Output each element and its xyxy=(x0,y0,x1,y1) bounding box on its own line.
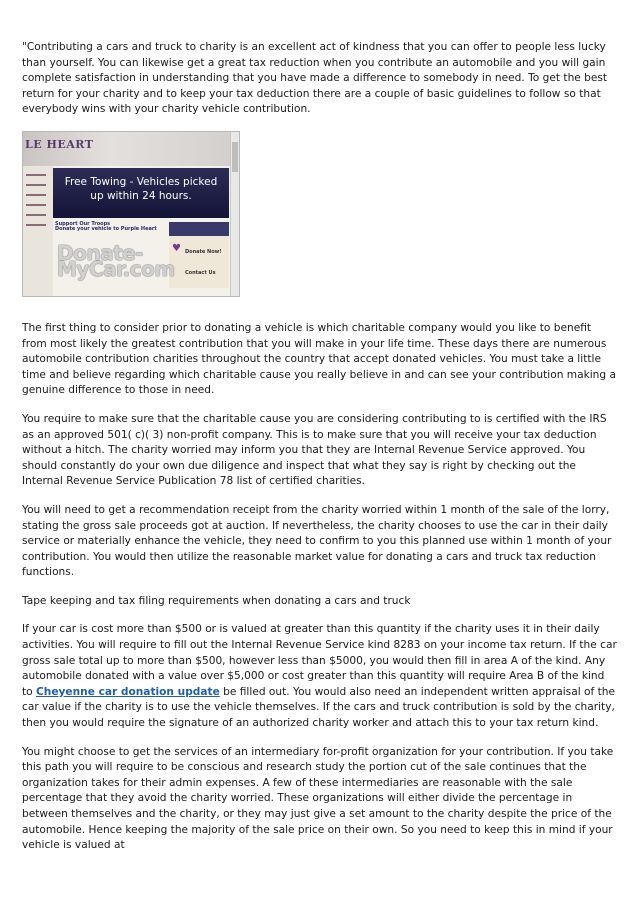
paragraph-irs-certified: You require to make sure that the charitable cause you are considering contributing to is certified with the IRS as an approved 501( c)( 3) non-profit company. This is to make sure that you will receive your tax deduction without a hitch. The charity worried may inform you that they are Internal Revenue Service approved. You should constantly do your own due diligence and inspect that what they say is right by checking out the Internal Revenue Service Publication 78 list of certified charities. xyxy=(22,412,607,488)
cheyenne-car-donation-link[interactable]: Cheyenne car donation update xyxy=(36,685,220,698)
paragraph-receipt: You will need to get a recommendation receipt from the charity worried within 1 month of the sale of the lorry, stating the gross sale proceeds got at auction. If nevertheless, the charity chooses to use the car in their daily service or materially enhance the vehicle, they need to confirm to you this planned use within 1 month of your contribution. You would then utilize the reasonable market value for donating a cars and truck tax reduction functions. xyxy=(22,503,612,579)
donate-now-label: Donate Now! xyxy=(185,248,222,255)
panel-header xyxy=(169,222,229,236)
text-before-link: If your car is cost more than $500 or is valued at greater than this quantity if the charity uses it in their daily activities. You will require to fill out the Internal Revenue Service kind 8283 on your income tax return. If the car gross sale total up to more than $500, however less than $5000, you would then fill in area A of the kind. Any automobile donated with a value over $5,000 or cost greater than this quantity will require Area B of the kind to xyxy=(22,623,617,698)
paragraph-intro: "Contributing a cars and truck to charity is an excellent act of kindness that you can offer to people less lucky than yourself. You can likewise get a great tax reduction when you contribute an automobile and you will gain complete satisfaction in understanding that you have made a difference to somebody in need. To get the best return for your charity and to keep your tax deduction there are a couple of basic guidelines to follow so that everybody wins with your charity vehicle contribution. xyxy=(22,41,608,116)
paragraph-tax-forms xyxy=(22,622,618,731)
support-subtitle: Donate your vehicle to Purple Heart xyxy=(55,225,157,232)
paragraph-subheading: Tape keeping and tax filing requirements when donating a cars and truck xyxy=(22,594,411,607)
contact-us-label: Contact Us xyxy=(185,269,216,276)
tow-line-2: up within 24 hours. xyxy=(90,189,192,202)
paragraph-choose-charity: The first thing to consider prior to donating a vehicle is which charitable company would you like to benefit from most likely the greatest contribution that you will make in your life time. These days there are numerous automobile contribution charities throughout the country that accept donated vehicles. You must take a little time and believe regarding which charitable cause you really believe in and can see your contribution making a genuine difference to those in need. xyxy=(22,321,616,397)
article xyxy=(22,40,618,867)
screenshot-towing-banner xyxy=(53,168,229,218)
heart-icon: ♥ xyxy=(172,242,181,254)
screenshot-brand: LE HEART xyxy=(25,137,94,151)
paragraph-intermediary: You might choose to get the services of an intermediary for-profit organization for your contribution. If you take this path you will require to be conscious and research study the portion cut of the sale continues that the organization takes for their admin expenses. A few of these intermediaries are reasonable with the sale percentage that they avoid the charity worried. These organizations will either divide the percentage in between themselves and the charity, or they may just give a set amount to the charity despite the price of the automobile. Hence keeping the majority of the sale price on their own. So you need to keep this in mind if your vehicle is valued at xyxy=(22,745,614,852)
tow-line-1: Free Towing - Vehicles picked xyxy=(64,175,218,188)
embedded-website-screenshot xyxy=(22,131,240,297)
screenshot-sidebar xyxy=(23,166,53,296)
watermark: Donate-MyCar.com xyxy=(57,240,175,281)
text-after-link: be filled out. You would also need an independent written appraisal of the car value if the charity is to use the vehicle themselves. If the cars and truck contribution is sold by the charity, then you would require the signature of an authorized charity worker and attach this to your tax return kind. xyxy=(22,685,615,730)
screenshot-scrollbar xyxy=(230,132,239,296)
support-title: Support Our Troops xyxy=(55,220,111,227)
